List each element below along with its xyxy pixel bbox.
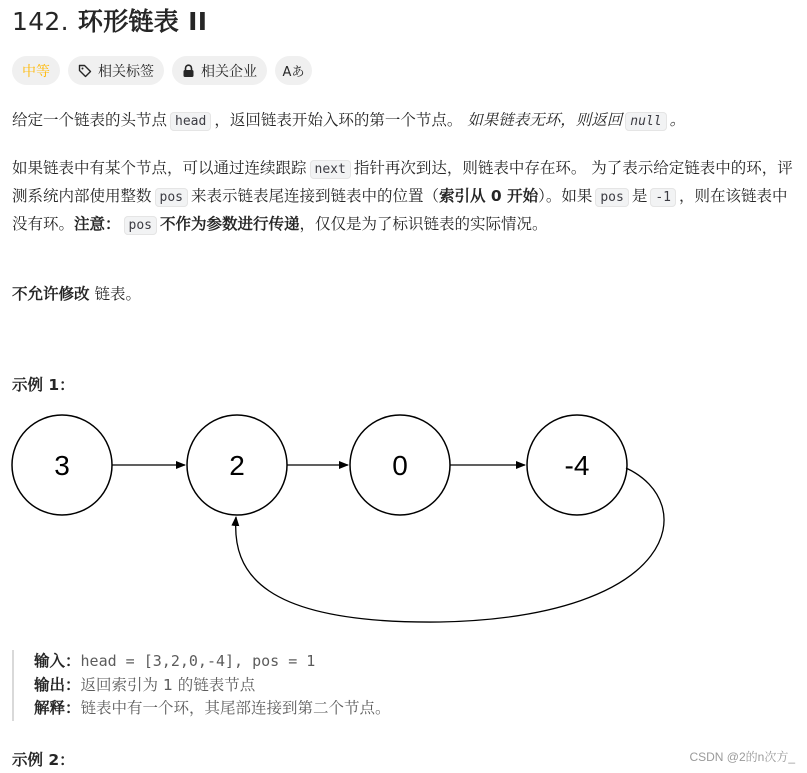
- bold-text: 索引从 0 开始: [439, 187, 539, 205]
- text: 如果链表无环，则返回: [467, 111, 623, 129]
- text: 指针再次到达，则链表中存在环。 为了表示给定链表中的环，评测系统内部使用整数: [12, 159, 793, 205]
- translate-icon: Aあ: [282, 65, 305, 80]
- list-node-value: 0: [392, 450, 408, 481]
- inline-code: pos: [155, 188, 188, 207]
- bold-text: 注意：: [74, 215, 121, 233]
- list-node-value: 2: [229, 450, 245, 481]
- example-2-title: 示例 2：: [12, 751, 75, 769]
- bold-text: 不允许修改: [12, 285, 90, 303]
- related-companies-button[interactable]: [172, 56, 267, 85]
- example-1-io-block: [12, 650, 391, 721]
- text: 来表示链表尾连接到链表中的位置（: [191, 187, 440, 205]
- related-tags-label: 相关标签: [98, 63, 154, 80]
- problem-title: [12, 2, 207, 38]
- problem-number: 142.: [12, 7, 69, 36]
- output-value: 返回索引为 1 的链表节点: [80, 675, 256, 694]
- input-value: head = [3,2,0,-4], pos = 1: [80, 652, 316, 670]
- description-paragraph-1: [12, 107, 794, 135]
- explanation-label: 解释：: [34, 699, 81, 717]
- output-label: 输出：: [34, 675, 81, 694]
- list-node-value: -4: [564, 450, 590, 481]
- text: 给定一个链表的头节点: [12, 111, 168, 129]
- text: ，则在该链表中没有环。: [12, 187, 788, 233]
- inline-code: pos: [124, 216, 157, 235]
- input-label: 输入：: [34, 652, 81, 670]
- linked-list-diagram: [0, 412, 807, 632]
- text: 。: [669, 111, 686, 129]
- inline-code: head: [170, 112, 211, 131]
- text: ）。如果: [538, 187, 593, 205]
- description-paragraph-3: [12, 281, 794, 307]
- text: ，返回链表开始入环的第一个节点。: [214, 111, 463, 129]
- difficulty-label: 中等: [22, 63, 50, 80]
- example-explanation-line: [34, 697, 391, 721]
- problem-name: 环形链表 II: [77, 7, 208, 36]
- text: 是: [631, 187, 648, 205]
- text: 链表。: [94, 285, 141, 303]
- inline-code: null: [625, 112, 666, 131]
- tag-bar: [12, 56, 312, 85]
- inline-code: pos: [595, 188, 628, 207]
- example-1-title: 示例 1：: [12, 376, 75, 394]
- related-tags-button[interactable]: [68, 56, 164, 85]
- list-node-value: 3: [54, 450, 70, 481]
- example-input-line: [34, 650, 391, 674]
- text: 如果链表中有某个节点，可以通过连续跟踪: [12, 159, 307, 177]
- tag-icon: [78, 64, 92, 78]
- lock-icon: [182, 64, 195, 78]
- inline-code: -1: [650, 188, 676, 207]
- difficulty-badge[interactable]: [12, 56, 60, 85]
- text: ，仅仅是为了标识链表的实际情况。: [299, 215, 548, 233]
- related-companies-label: 相关企业: [201, 63, 257, 80]
- watermark: CSDN @2的n次方_: [689, 750, 795, 764]
- translate-button[interactable]: [275, 56, 312, 85]
- inline-code: next: [310, 160, 351, 179]
- explanation-value: 链表中有一个环，其尾部连接到第二个节点。: [80, 699, 391, 717]
- example-output-line: [34, 674, 391, 698]
- bold-text: 不作为参数进行传递: [160, 215, 300, 233]
- description-paragraph-2: [12, 155, 794, 239]
